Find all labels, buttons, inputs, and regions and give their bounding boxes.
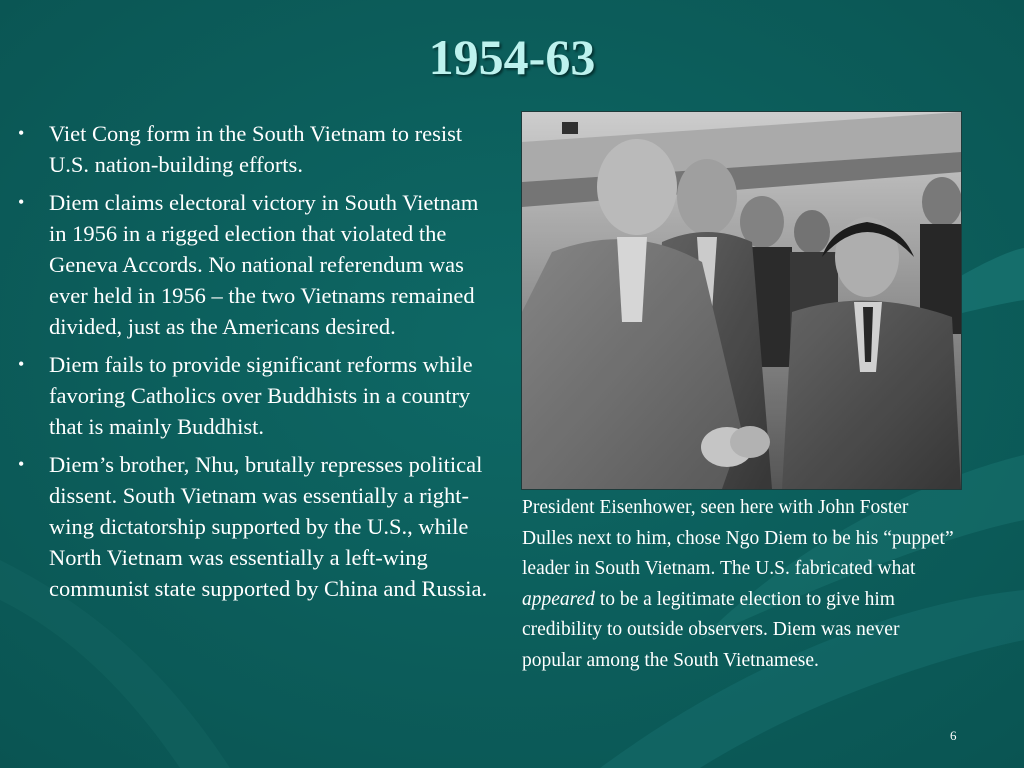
- bullet-text: Diem’s brother, Nhu, brutally represses political dissent. South Vietnam was essentially a right-wing dictatorship supported by the U.S., while North Vietnam was essentially a left-wing communist state supported by China and Russia.: [49, 452, 488, 601]
- bullet-dot-icon: •: [18, 454, 25, 474]
- bullet-text: Diem fails to provide significant reforms while favoring Catholics over Buddhists in a country that is mainly Buddhist.: [49, 352, 473, 439]
- bullet-item: [18, 349, 496, 442]
- bullet-item: [18, 187, 496, 342]
- bullet-item: [18, 118, 496, 180]
- bullet-text: Diem claims electoral victory in South Vietnam in 1956 in a rigged election that violated the Geneva Accords. No national referendum was ever held in 1956 – the two Vietnams remained divided, just as the Americans desired.: [49, 190, 479, 339]
- eisenhower-diem-photo: [521, 111, 962, 490]
- slide-title: 1954-63: [428, 29, 596, 85]
- photo-caption: [522, 493, 962, 677]
- caption-text-part1: President Eisenhower, seen here with John Foster Dulles next to him, chose Ngo Diem to be his “puppet” leader in South Vietnam. The U.S. fabricated what: [522, 497, 954, 580]
- slide-number: 6: [950, 728, 957, 743]
- photo-image: [522, 112, 961, 489]
- caption-text-part2: to be a legitimate election to give him credibility to outside observers. Diem was never popular among the South Vietnamese.: [522, 588, 900, 671]
- caption-emphasis: appeared: [522, 588, 595, 610]
- bullet-dot-icon: •: [18, 192, 25, 212]
- bullet-list: [18, 118, 496, 611]
- bullet-dot-icon: •: [18, 123, 25, 143]
- bullet-item: [18, 449, 496, 604]
- bullet-dot-icon: •: [18, 354, 25, 374]
- bullet-text: Viet Cong form in the South Vietnam to resist U.S. nation-building efforts.: [49, 121, 463, 177]
